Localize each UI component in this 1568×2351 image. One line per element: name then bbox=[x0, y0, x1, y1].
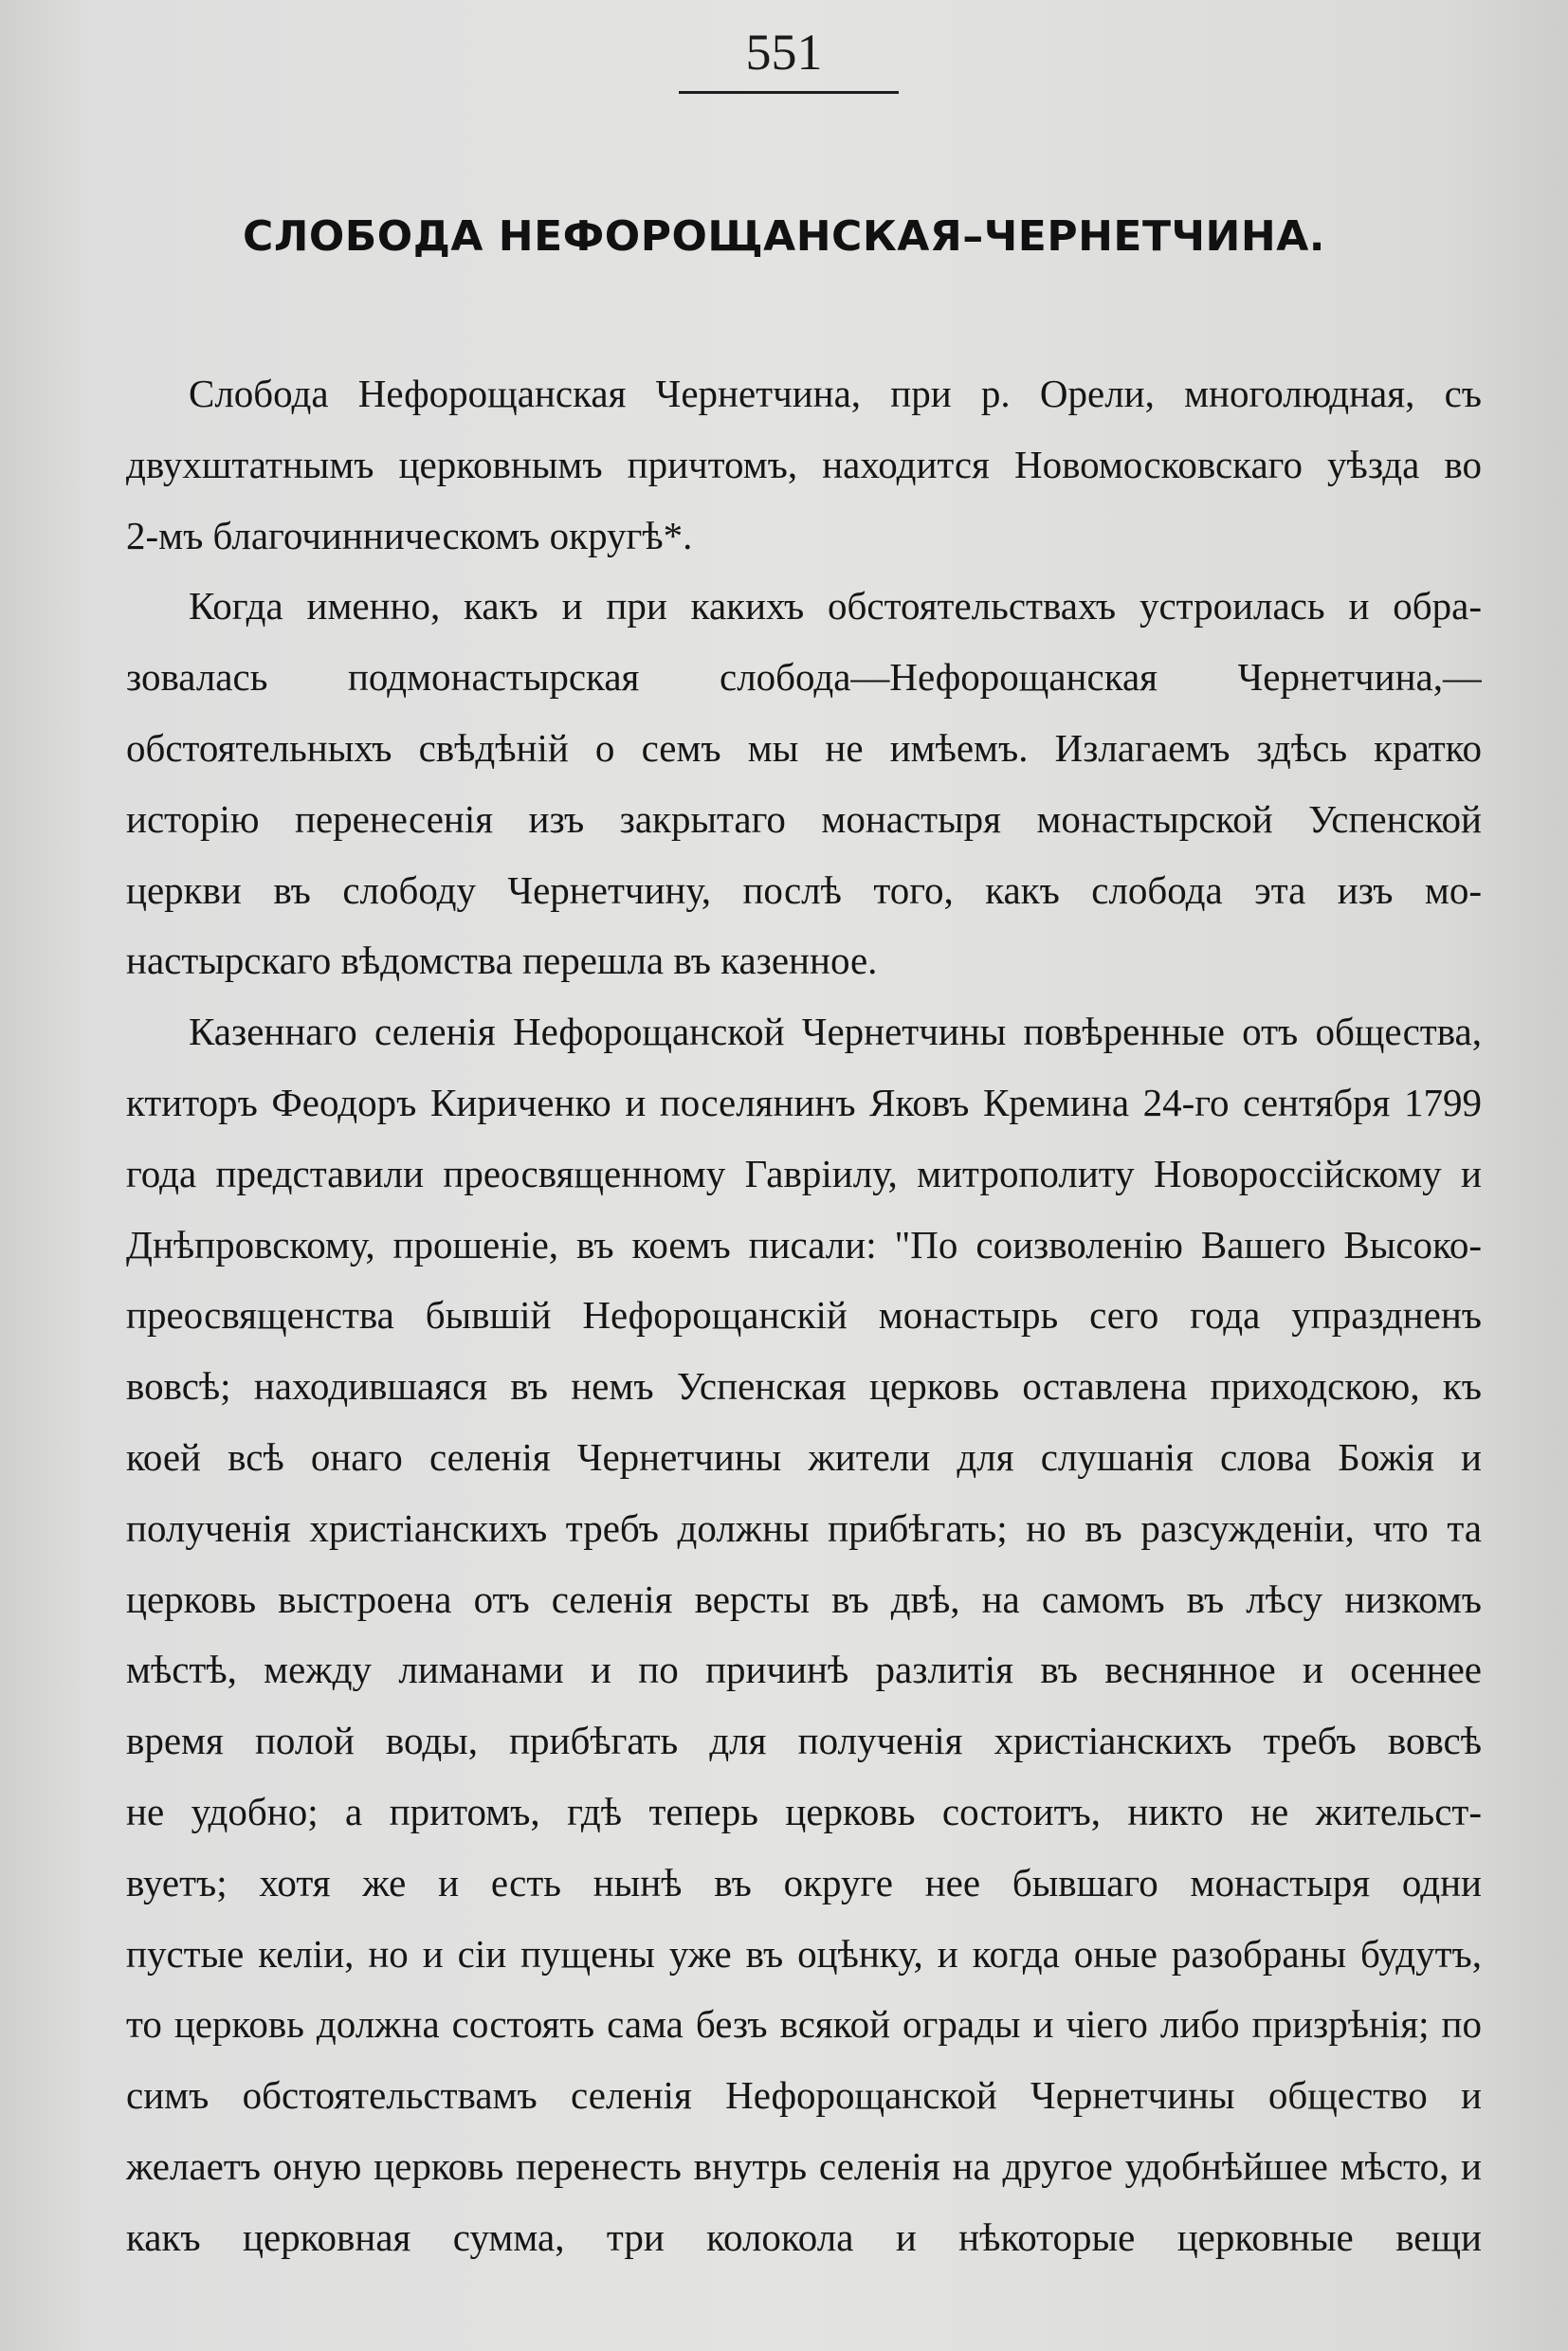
text-line: симъ обстоятельствамъ селенія Нефорощанской Чернетчины общество и bbox=[126, 2073, 1482, 2118]
text-line: желаетъ оную церковь перенесть внутрь селенія на другое удобнѣйшее мѣсто, и bbox=[126, 2143, 1482, 2188]
text-line: ктиторъ Феодоръ Кириченко и поселянинъ Яковъ Кремина 24-го сентября 1799 bbox=[126, 1080, 1482, 1124]
body-text bbox=[126, 358, 1482, 2273]
text-line: не удобно; а притомъ, гдѣ теперь церковь состоитъ, никто не жительст- bbox=[126, 1789, 1482, 1833]
text-line: обстоятельныхъ свѣдѣній о семъ мы не имѣемъ. Излагаемъ здѣсь кратко bbox=[126, 725, 1482, 770]
text-line: 2-мъ благочинническомъ округѣ*. bbox=[126, 513, 693, 557]
page-number-rule bbox=[679, 91, 899, 94]
text-line: двухштатнымъ церковнымъ причтомъ, находится Новомосковскаго уѣзда во bbox=[126, 442, 1482, 486]
page-number: 551 bbox=[745, 24, 823, 81]
text-line: исторію перенесенія изъ закрытаго монастыря монастырской Успенской bbox=[126, 796, 1482, 841]
text-line: коей всѣ онаго селенія Чернетчины жители для слушанія слова Божія и bbox=[126, 1434, 1482, 1479]
text-line: полученія христіанскихъ требъ должны прибѣгать; но въ разсужденіи, что та bbox=[126, 1505, 1482, 1550]
text-line: вуетъ; хотя же и есть нынѣ въ округе нее бывшаго монастыря одни bbox=[126, 1860, 1482, 1904]
text-line: время полой воды, прибѣгать для полученія христіанскихъ требъ вовсѣ bbox=[126, 1719, 1482, 1763]
text-line: Казеннаго селенія Нефорощанской Чернетчины повѣренные отъ общества, bbox=[189, 1010, 1482, 1054]
text-line: церковь выстроена отъ селенія версты въ двѣ, на самомъ въ лѣсу низкомъ bbox=[126, 1576, 1482, 1621]
text-line: Слобода Нефорощанская Чернетчина, при р. Орели, многолюдная, съ bbox=[189, 372, 1482, 415]
text-line: вовсѣ; находившаяся въ немъ Успенская церковь оставлена приходскою, къ bbox=[126, 1364, 1482, 1409]
text-line: то церковь должна состоять сама безъ всякой ограды и чіего либо призрѣнія; по bbox=[126, 2002, 1482, 2047]
text-line: Когда именно, какъ и при какихъ обстоятельствахъ устроилась и обра- bbox=[189, 584, 1482, 629]
text-line: какъ церковная сумма, три колокола и нѣкоторые церковные вещи bbox=[126, 2214, 1482, 2259]
text-line: преосвященства бывшій Нефорощанскій монастырь сего года упраздненъ bbox=[126, 1293, 1482, 1338]
text-line: настырскаго вѣдомства перешла въ казенное. bbox=[126, 939, 878, 983]
text-line: года представили преосвященному Гавріилу, митрополиту Новороссійскому и bbox=[126, 1151, 1482, 1195]
text-line: мѣстѣ, между лиманами и по причинѣ разлитія въ веснянное и осеннее bbox=[126, 1648, 1482, 1692]
text-line: зовалась подмонастырская слобода—Нефорощанская Чернетчина,— bbox=[126, 655, 1482, 700]
text-line: пустые келіи, но и сіи пущены уже въ оцѣнку, и когда оные разобраны будутъ, bbox=[126, 1931, 1482, 1976]
chapter-heading: СЛОБОДА НЕФОРОЩАНСКАЯ–ЧЕРНЕТЧИНА. bbox=[243, 212, 1325, 261]
text-line: церкви въ слободу Чернетчину, послѣ того, какъ слобода эта изъ мо- bbox=[126, 867, 1482, 912]
text-line: Днѣпровскому, прошеніе, въ коемъ писали: "По соизволенію Вашего Высоко- bbox=[126, 1222, 1482, 1267]
